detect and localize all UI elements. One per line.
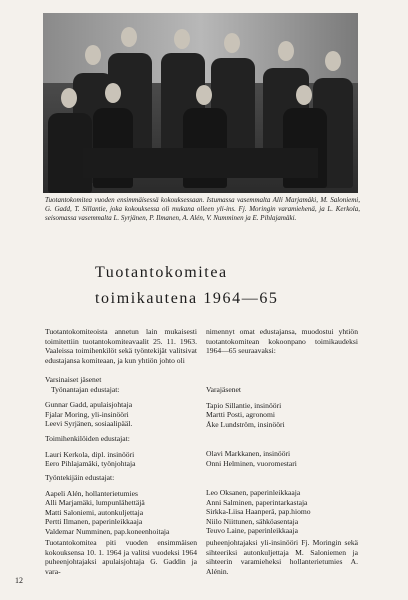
member-line: Onni Helminen, vuoromestari	[206, 458, 297, 468]
committee-photo	[43, 13, 358, 193]
member-line: Leo Oksanen, paperinleikkaaja	[206, 488, 301, 497]
member-line: Matti Saloniemi, autonkuljettaja	[45, 507, 144, 517]
section1-right	[206, 385, 285, 429]
heading-tyontekijain: Työntekijäin edustajat:	[45, 473, 115, 482]
intro-left-text: Tuotantokomiteoista annetun lain mukaisesti toimitettiin tuotantokomiteavaalit 25. 11. 1963. Vaaleissa toimihenkilöt sekä työntekijät valitsivat edustajansa komiteaan, ja kun yhtiön johto oli	[45, 327, 197, 365]
outro-left	[45, 538, 197, 576]
member-line: Gunnar Gadd, apulaisjohtaja	[45, 400, 133, 410]
heading-varsinaiset: Varsinaiset jäsenet	[45, 375, 102, 384]
page-title-line1: Tuotantokomitea	[95, 264, 228, 281]
section2-left	[45, 434, 135, 469]
outro-right-text: puheenjohtajaksi yli-insinööri Fj. Moringin sekä sihteeriksi autonkuljettaja M. Saloniemen ja sihteerin varamieheksi hollanterietumies A. Alénin.	[206, 538, 358, 576]
page-number: 12	[15, 576, 23, 585]
member-line: Alli Marjamäki, lumpunlähettäjä	[45, 498, 145, 508]
member-line: Eero Pihlajamäki, työnjohtaja	[45, 459, 136, 469]
outro-right	[206, 538, 358, 576]
member-line: Leevi Syrjänen, sosiaalipääl.	[45, 419, 133, 429]
photo-caption: Tuotantokomitea vuoden ensimmäisessä kokouksessaan. Istumassa vasemmalta Alli Marjamäki, M. Saloniemi, G. Gadd, T. Sillantie, joka kokouksessa oli mukana olleen yli-ins. Fj. Moringin varamiehenä, ja L. Kerkola, seisomassa vasemmalta L. Syrjänen, P. Ilmanen, A. Alén, V. Numminen ja E. Pihlajamäki.	[45, 196, 360, 222]
heading-tyonantajan: Työnantajan edustajat:	[51, 384, 120, 394]
section3-right	[206, 488, 311, 536]
member-line: Aapeli Alén, hollanterietumies	[45, 488, 138, 498]
member-line: Teuvo Laine, paperinleikkaaja	[206, 526, 299, 536]
member-line: Martti Posti, agronomi	[206, 410, 275, 420]
page-title-line2: toimikautena 1964—65	[95, 290, 279, 307]
member-line: Valdemar Numminen, pap.koneenhoitaja	[45, 526, 170, 536]
section3-left	[45, 473, 169, 537]
heading-toimihenkiloiden: Toimihenkilöiden edustajat:	[45, 434, 130, 443]
member-line: Tapio Sillantie, insinööri	[206, 400, 282, 410]
section1-left	[45, 375, 132, 429]
member-line: Åke Lundström, insinööri	[206, 419, 285, 429]
heading-varajasenet: Varajäsenet	[206, 385, 241, 394]
member-line: Lauri Kerkola, dipl. insinööri	[45, 449, 135, 459]
intro-right	[206, 327, 358, 356]
intro-left	[45, 327, 197, 365]
outro-left-text: Tuotantokomitea piti vuoden ensimmäisen kokouksensa 10. 1. 1964 ja valitsi vuodeksi 1964 puheenjohtajaksi apulaisjohtaja G. Gaddin ja vara-	[45, 538, 197, 576]
intro-right-text: nimennyt omat edustajansa, muodostui yhtiön tuotantokomitean kokoonpano toimikaudeksi 1964—65 seuraavaksi:	[206, 327, 358, 356]
member-line: Niilo Niittunen, sähköasentaja	[206, 516, 299, 526]
member-line: Fjalar Moring, yli-insinööri	[45, 409, 129, 419]
section2-right	[206, 449, 297, 468]
member-line: Pertti Ilmanen, paperinleikkaaja	[45, 517, 143, 527]
member-line: Olavi Markkanen, insinööri	[206, 449, 291, 458]
member-line: Anni Salminen, paperintarkastaja	[206, 497, 308, 507]
member-line: Sirkka-Liisa Haanperä, pap.hiomo	[206, 507, 311, 517]
